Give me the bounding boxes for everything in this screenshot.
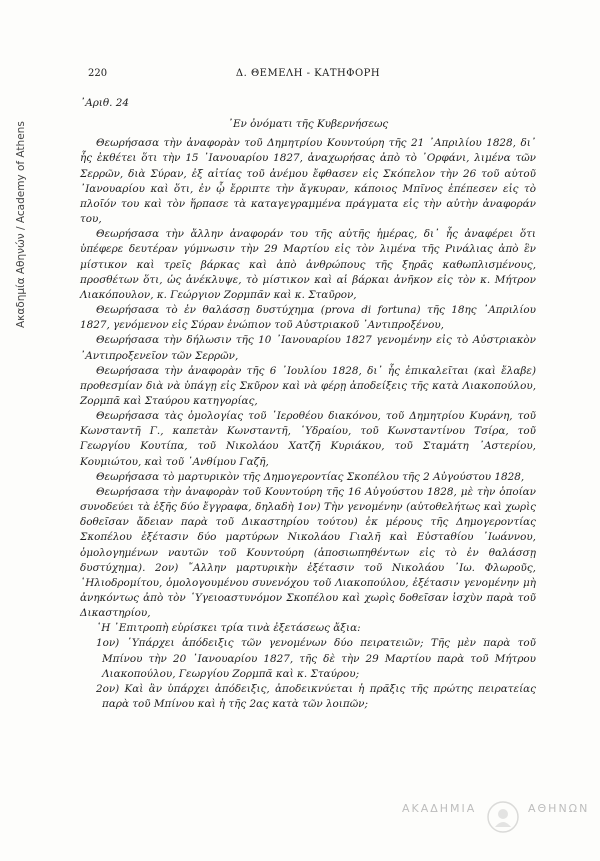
paragraph: Θεωρήσασα τὴν δήλωσιν τῆς 10 ᾿Ιανουαρίου 1827 γενομένην εἰς τὸ Αὐστριακὸν ᾿Αντιπροξενεῖον τῶν Σερρῶν, xyxy=(80,334,536,362)
side-watermark xyxy=(2,28,27,328)
watermark-text-left: ΑΚΑΔΗΜΙΑ xyxy=(402,802,477,815)
paragraph: Θεωρήσασα τὴν ἄλλην ἀναφοράν του τῆς αὐτῆς ἡμέρας, δι᾿ ἧς ἀναφέρει ὅτι ὑπέφερε δευτέραν γύμνωσιν τὴν 29 Μαρτίου εἰς τὸν λιμένα τῆς Ρινάλιας ἀπὸ ἓν μίστικον καὶ τρεῖς βάρκας καὶ ἀπὸ ἀνθρώπους τῆς ξηρᾶς καθωπλισμένους, προσθέτων ὅτι, ὡς ἀνέκλυψε, τὸ μίστικον καὶ αἱ βάρκαι ἀνῆκον εἰς τὸν κ. Μήτρον Λιακόπουλον, κ. Γεώργιον Ζορμπᾶν καὶ κ. Σταῦρον, xyxy=(80,228,536,301)
paragraph: Θεωρήσασα τὰς ὁμολογίας τοῦ ῾Ιεροθέου διακόνου, τοῦ Δημητρίου Κυράνη, τοῦ Κωνσταντῆ Γ., καπετὰν Κωνσταντῆ, ῾Υδραίου, τοῦ Κωνσταντίνου Τσίρα, τοῦ Γεωργίου Κουτίπα, τοῦ Νικολάου Χατζῆ Κυριάκου, τοῦ Σταμάτη ᾿Αστερίου, Κουμιώτου, καὶ τοῦ ᾿Ανθίμου Γαζῆ, xyxy=(80,410,536,468)
side-watermark-text: Ακαδημία Αθηνών / Academy of Athens xyxy=(15,121,27,328)
watermark-text-right: ΑΘΗΝΩΝ xyxy=(528,802,590,815)
document-body xyxy=(80,96,536,712)
paragraph: Θεωρήσασα τὴν ἀναφορὰν τοῦ Κουντούρη τῆς 16 Αὐγούστου 1828, μὲ τὴν ὁποίαν συνοδεύει τὰ ἑξῆς δύο ἔγγραφα, δηλαδὴ 1ον) Τὴν γενομένην (αὐτοθελήτως καὶ χωρὶς δοθεῖσαν ἄδειαν παρὰ τοῦ Δικαστηρίου τούτου) ἐκ μέρους τῆς Δημογεροντίας Σκοπέλου ἐξέτασιν δύο μαρτύρων Νικολάου Γιαλῆ καὶ Εὐσταθίου ᾿Ιωάννου, ὁμολογημένων ναυτῶν τοῦ Κουντούρη (ἀποσιωπηθέντων εἰς τὸ ἐν θαλάσσῃ δυστύχημα). 2ον) ῎Αλλην μαρτυρικὴν ἐξέτασιν τοῦ Νικολάου ᾿Ιω. Φλωροῦς, ῾Ηλιοδρομίτου, ὁμολογουμένου συνενόχου τοῦ Λιακοπούλου, ἐξέτασιν γενομένην μὴ ἀνηκόντως ἀπὸ τὸν ῾Υγειοαστυνόμον Σκοπέλου καὶ χωρὶς δοθεῖσαν ἰσχὺν παρὰ τοῦ Δικαστηρίου, xyxy=(80,485,536,620)
academy-logo-icon xyxy=(486,800,520,834)
paragraph: Θεωρήσασα τὴν ἀναφορὰν τῆς 6 ᾿Ιουλίου 1828, δι᾿ ἧς ἐπικαλεῖται (καὶ ἔλαβε) προθεσμίαν διὰ νὰ ὑπάγῃ εἰς Σκῦρον καὶ νὰ φέρῃ ἀποδείξεις τῆς κατὰ Λιακοπούλου, Ζορμπᾶ καὶ Σταύρου κατηγορίας, xyxy=(80,364,536,407)
document-number: ᾿Αριθ. 24 xyxy=(80,97,129,109)
running-head xyxy=(88,68,528,84)
list-item: 2ον) Καὶ ἂν ὑπάρχει ἀπόδειξις, ἀποδεικνύεται ἡ πρᾶξις τῆς πρώτης πειρατείας παρὰ τοῦ Μπίνου καὶ ἡ τῆς 2ας κατὰ τῶν λοιπῶν; xyxy=(96,682,536,711)
paragraph: ῾Η ᾿Επιτροπὴ εὑρίσκει τρία τινὰ ἐξετάσεως ἄξια: xyxy=(96,622,361,635)
list-item: 1ον) ῾Υπάρχει ἀπόδειξις τῶν γενομένων δύο πειρατειῶν; Τῆς μὲν παρὰ τοῦ Μπίνου τὴν 20 ᾿Ιανουαρίου 1827, τῆς δὲ τὴν 29 Μαρτίου παρὰ τοῦ Μήτρου Λιακοπούλου, Γεωργίου Ζορμπᾶ καὶ κ. Σταύρου; xyxy=(96,637,536,680)
paragraph: Θεωρήσασα τὸ ἐν θαλάσσῃ δυστύχημα (prova di fortuna) τῆς 18ης ᾿Απριλίου 1827, γενόμενον εἰς Σύραν ἐνώπιον τοῦ Αὐστριακοῦ ᾿Αντιπροξένου, xyxy=(80,304,536,332)
invocation-heading: ᾿Εν ὀνόματι τῆς Κυβερνήσεως xyxy=(227,118,389,131)
paragraph: Θεωρήσασα τὴν ἀναφορὰν τοῦ Δημητρίου Κουντούρη τῆς 21 ᾿Απριλίου 1828, δι᾿ ἧς ἐκθέτει ὅτι τὴν 15 ᾿Ιανουαρίου 1827, ἀναχωρήσας ἀπὸ τὸ ᾿Ορφάνι, λιμένα τῶν Σερρῶν, διὰ Σύραν, ἐξ αἰτίας τοῦ ἀνέμου ἔφθασεν εἰς Σκόπελον τὴν 26 τοῦ αὐτοῦ ᾿Ιανουαρίου καὶ ὅτι, ἐν ᾧ ἔρριπτε τὴν ἄγκυραν, κάποιος Μπῖνος ἐπέπεσεν εἰς τὸ πλοῖόν του καὶ τὸν ἥρπασε τὰ καταγεγραμμένα πράγματα εἰς τὴν αὐτὴν ἀναφοράν του, xyxy=(80,137,536,226)
paragraph: Θεωρήσασα τὸ μαρτυρικὸν τῆς Δημογεροντίας Σκοπέλου τῆς 2 Αὐγούστου 1828, xyxy=(96,470,525,483)
running-head-title: Δ. ΘΕΜΕΛΗ - ΚΑΤΗΦΟΡΗ xyxy=(235,68,381,79)
page-number: 220 xyxy=(88,68,108,79)
